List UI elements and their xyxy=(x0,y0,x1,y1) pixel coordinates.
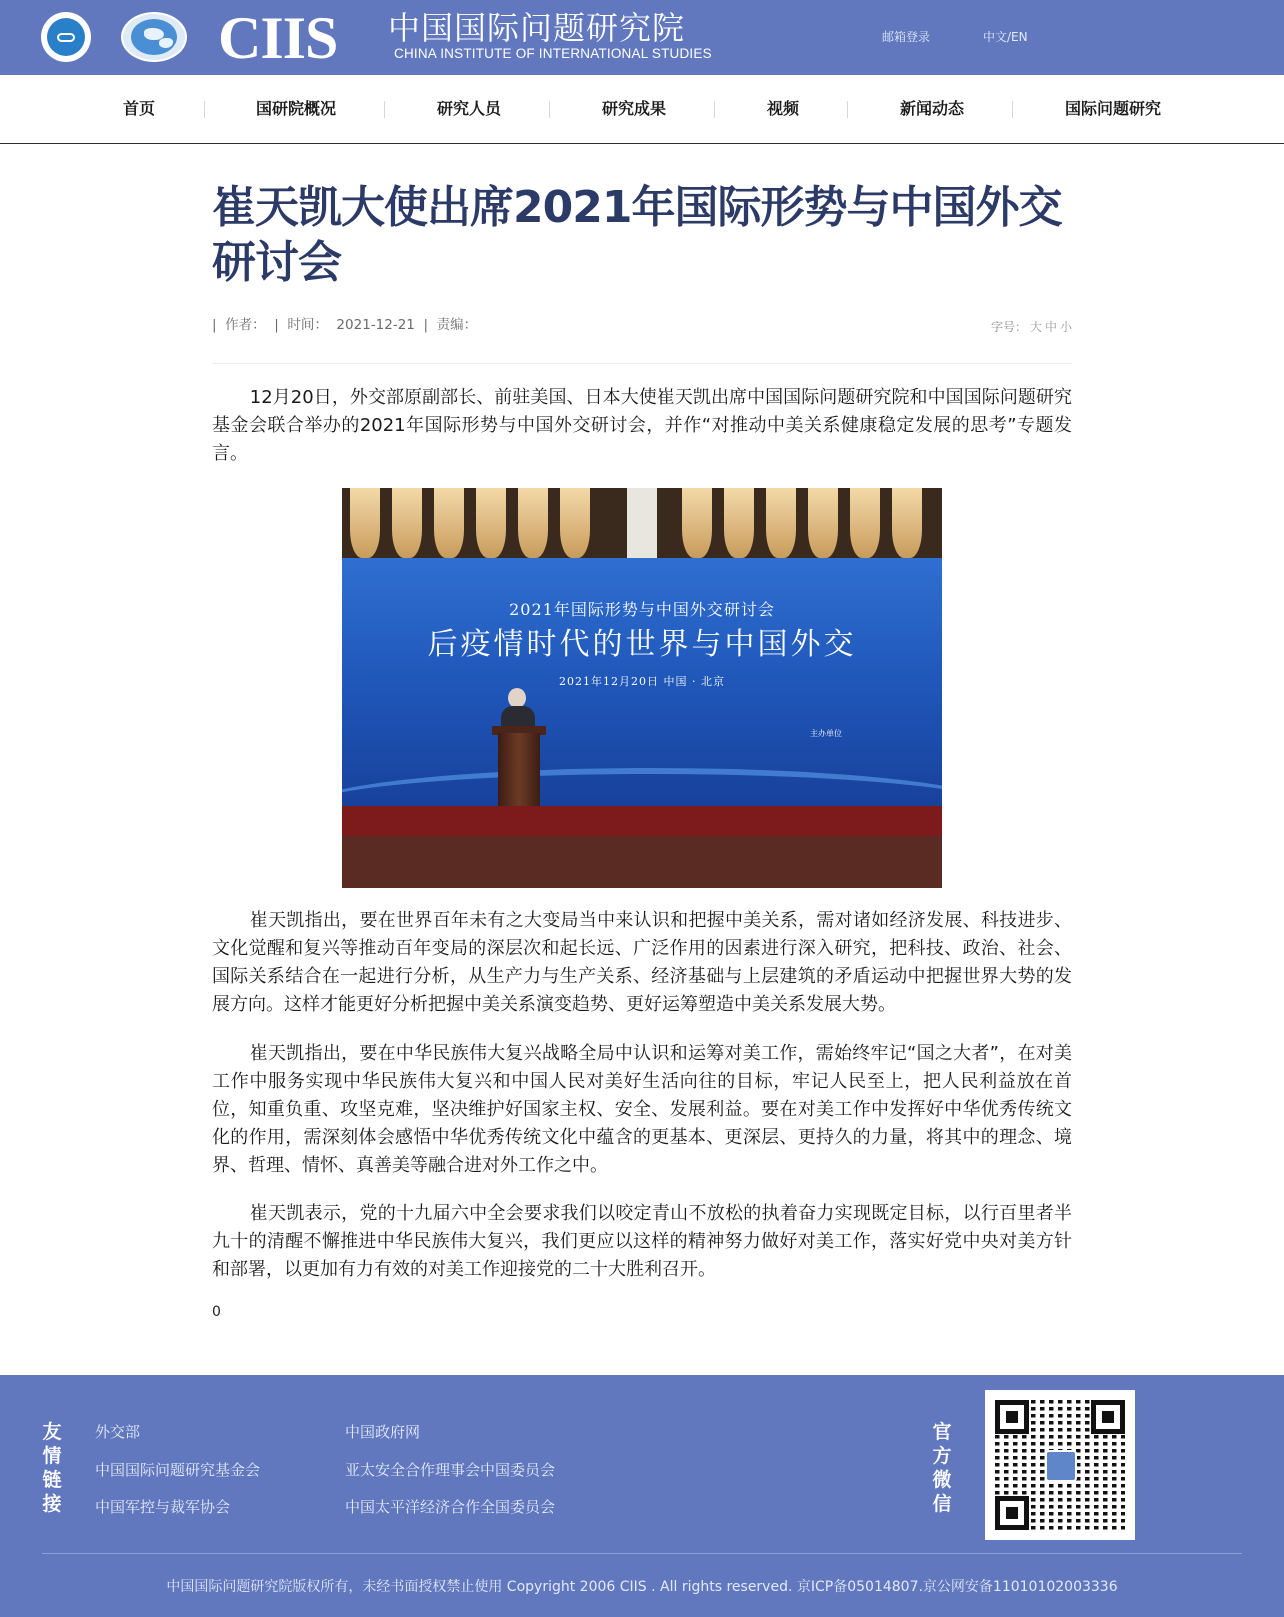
nav-separator xyxy=(549,101,550,118)
backdrop-theme: 后疫情时代的世界与中国外交 xyxy=(427,627,857,662)
nav-separator xyxy=(714,101,715,118)
footer-link-gov[interactable]: 中国政府网 xyxy=(345,1423,421,1441)
footer-divider xyxy=(42,1553,1242,1554)
font-size-control xyxy=(991,319,1072,335)
wechat-title-char: 信 xyxy=(932,1493,952,1515)
emblem-inner xyxy=(47,18,85,56)
backdrop-host-label: 主办单位 xyxy=(810,729,842,738)
logo-wordmark[interactable]: CIIS xyxy=(218,5,338,71)
footer-link-cscap[interactable]: 亚太安全合作理事会中国委员会 xyxy=(345,1461,556,1479)
wechat-title-char: 微 xyxy=(932,1469,952,1491)
nav-separator xyxy=(204,101,205,118)
ceiling-rib xyxy=(350,488,380,558)
nav-separator xyxy=(1012,101,1013,118)
ceiling-rib xyxy=(560,488,590,558)
footer-link-arms-control[interactable]: 中国军控与裁军协会 xyxy=(95,1498,231,1516)
logo-english-name: CHINA INSTITUTE OF INTERNATIONAL STUDIES xyxy=(394,46,712,61)
qr-finder-pattern xyxy=(1091,1400,1125,1434)
nav-item-home[interactable]: 首页 xyxy=(123,99,156,118)
article-meta: | 作者： | 时间： 2021-12-21 | 责编： xyxy=(212,317,478,333)
wechat-title-char: 方 xyxy=(932,1445,952,1467)
ceiling-rib xyxy=(434,488,464,558)
font-size-label: 字号： xyxy=(990,320,1027,334)
nav-item-video[interactable]: 视频 xyxy=(767,99,800,118)
nav-item-about[interactable]: 国研院概况 xyxy=(256,99,337,118)
qr-finder-pattern xyxy=(995,1496,1029,1530)
nav-item-intl-studies[interactable]: 国际问题研究 xyxy=(1065,99,1162,118)
friendly-links-title-char: 接 xyxy=(42,1493,62,1515)
ceiling-rib xyxy=(518,488,548,558)
photo-ceiling xyxy=(342,488,942,558)
nav-separator xyxy=(847,101,848,118)
site-footer xyxy=(0,1375,1284,1617)
ceiling-rib xyxy=(476,488,506,558)
emblem-key-icon xyxy=(57,33,75,42)
friendly-links-title-char: 链 xyxy=(42,1469,62,1491)
globe-icon xyxy=(131,19,177,55)
ceiling-rib xyxy=(892,488,922,558)
wechat-qr-code xyxy=(985,1390,1135,1540)
ceiling-rib xyxy=(766,488,796,558)
main-nav xyxy=(0,75,1284,144)
article-paragraph-1: 12月20日，外交部原副部长、前驻美国、日本大使崔天凯出席中国国际问题研究院和中国国际问题研究基金会联合举办的2021年国际形势与中国外交研讨会，并作“对推动中美关系健康稳定发展的思考”专题发言。 xyxy=(212,387,1072,464)
nav-item-researchers[interactable]: 研究人员 xyxy=(437,99,502,118)
backdrop-date-place: 2021年12月20日 中国 · 北京 xyxy=(559,675,725,688)
friendly-links-title-char: 情 xyxy=(42,1445,62,1467)
font-size-large-button[interactable]: 大 xyxy=(1029,320,1042,334)
wechat-title xyxy=(931,1420,953,1516)
ceiling-rib xyxy=(850,488,880,558)
ceiling-rib xyxy=(724,488,754,558)
footer-link-ciis-foundation[interactable]: 中国国际问题研究基金会 xyxy=(95,1461,261,1479)
qr-finder-pattern xyxy=(995,1400,1029,1434)
wechat-title-char: 官 xyxy=(932,1421,952,1443)
nav-item-news[interactable]: 新闻动态 xyxy=(900,99,965,118)
site-header xyxy=(0,0,1284,75)
friendly-links-title xyxy=(41,1420,63,1516)
backdrop-event-name: 2021年国际形势与中国外交研讨会 xyxy=(509,600,775,619)
carpet xyxy=(342,836,942,888)
article-title: 崔天凯大使出席2021年国际形势与中国外交研讨会 xyxy=(212,182,1062,288)
font-size-small-button[interactable]: 小 xyxy=(1059,320,1072,334)
footer-link-mfa[interactable]: 外交部 xyxy=(95,1423,141,1441)
qr-center-logo-icon xyxy=(1045,1450,1077,1482)
view-count: 0 xyxy=(212,1304,221,1320)
stage-floor xyxy=(342,806,942,836)
language-switch-link[interactable]: 中文/EN xyxy=(983,30,1028,44)
copyright-text: 中国国际问题研究院版权所有，未经书面授权禁止使用 Copyright 2006 CIIS . All rights reserved. 京ICP备05014807.京公网安备11010102003336 xyxy=(166,1579,1118,1595)
meta-divider xyxy=(212,363,1072,364)
speaker-head xyxy=(508,688,526,708)
logo-chinese-name: 中国国际问题研究院 xyxy=(388,9,686,47)
article-paragraph-2: 崔天凯指出，要在世界百年未有之大变局当中来认识和把握中美关系，需对诸如经济发展、科技进步、文化觉醒和复兴等推动百年变局的深层次和起长远、广泛作用的因素进行深入研究，把科技、政治、社会、国际关系结合在一起进行分析，从生产力与生产关系、经济基础与上层建筑的矛盾运动中把握世界大势的发展方向。这样才能更好分析把握中美关系演变趋势、更好运筹塑造中美关系发展大势。 xyxy=(212,910,1072,1015)
ceiling-rib xyxy=(808,488,838,558)
ceiling-rib xyxy=(392,488,422,558)
footer-link-pecc[interactable]: 中国太平洋经济合作全国委员会 xyxy=(345,1498,556,1516)
mail-login-link[interactable]: 邮箱登录 xyxy=(882,30,931,44)
friendly-links-title-char: 友 xyxy=(42,1421,62,1443)
nav-item-research-results[interactable]: 研究成果 xyxy=(602,99,667,118)
article-paragraph-3: 崔天凯指出，要在中华民族伟大复兴战略全局中认识和运筹对美工作，需始终牢记“国之大者”，在对美工作中服务实现中华民族伟大复兴和中国人民对美好生活向往的目标，牢记人民至上，把人民利益放在首位，知重负重、攻坚克难，坚决维护好国家主权、安全、发展利益。要在对美工作中发挥好中华优秀传统文化的作用，需深刻体会感悟中华优秀传统文化中蕴含的更基本、更深层、更持久的力量，将其中的理念、境界、哲理、情怀、真善美等融合进对外工作之中。 xyxy=(212,1043,1072,1176)
article-photo xyxy=(342,488,942,888)
ceiling-rib xyxy=(682,488,712,558)
globe-land-2 xyxy=(159,38,173,48)
ciis-emblem-logo[interactable] xyxy=(41,12,91,62)
foundation-globe-logo[interactable] xyxy=(121,12,187,62)
nav-separator xyxy=(384,101,385,118)
article-paragraph-4: 崔天凯表示，党的十九届六中全会要求我们以咬定青山不放松的执着奋力实现既定目标，以行百里者半九十的清醒不懈推进中华民族伟大复兴，我们更应以这样的精神努力做好对美工作，落实好党中央对美方针和部署，以更加有力有效的对美工作迎接党的二十大胜利召开。 xyxy=(212,1203,1072,1280)
font-size-medium-button[interactable]: 中 xyxy=(1044,320,1057,334)
